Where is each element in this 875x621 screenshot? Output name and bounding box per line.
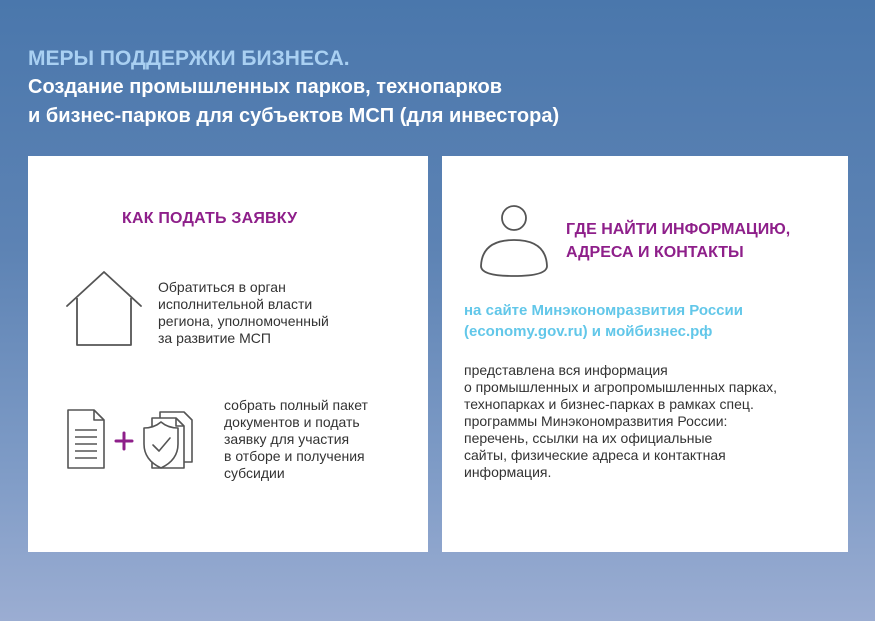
ministry-website-link[interactable] bbox=[464, 300, 839, 342]
description-line: о промышленных и агропромышленных парках, bbox=[464, 379, 777, 395]
page-header bbox=[28, 44, 848, 131]
step-2-line: собрать полный пакет bbox=[224, 397, 368, 413]
how-to-apply-card bbox=[28, 156, 428, 552]
info-description bbox=[464, 362, 842, 481]
description-line: сайты, физические адреса и контактная bbox=[464, 447, 726, 463]
where-to-find-heading bbox=[566, 218, 836, 264]
how-to-apply-heading: КАК ПОДАТЬ ЗАЯВКУ bbox=[122, 210, 298, 227]
step-2-line: в отборе и получения bbox=[224, 448, 365, 464]
step-1-line: исполнительной власти bbox=[158, 296, 313, 312]
link-line: на сайте Минэкономразвития России bbox=[464, 302, 743, 319]
house-icon bbox=[64, 268, 144, 350]
step-2-line: субсидии bbox=[224, 465, 285, 481]
document-icon bbox=[68, 410, 104, 468]
link-line: (economy.gov.ru) и мойбизнес.рф bbox=[464, 323, 713, 340]
plus-icon bbox=[116, 433, 132, 449]
where-to-find-info-card bbox=[442, 156, 848, 552]
description-line: перечень, ссылки на их официальные bbox=[464, 430, 713, 446]
header-subtitle-line-1: Создание промышленных парков, технопарков bbox=[28, 76, 503, 98]
description-line: программы Минэкономразвития России: bbox=[464, 413, 728, 429]
step-2-line: документов и подать bbox=[224, 414, 360, 430]
description-line: информация. bbox=[464, 464, 552, 480]
step-1-line: за развитие МСП bbox=[158, 330, 271, 346]
step-1-line: региона, уполномоченный bbox=[158, 313, 329, 329]
step-1-text bbox=[158, 279, 388, 347]
header-kicker: МЕРЫ ПОДДЕРЖКИ БИЗНЕСА. bbox=[28, 47, 350, 70]
documents-plus-shield-check-icon bbox=[66, 408, 216, 472]
heading-line: АДРЕСА И КОНТАКТЫ bbox=[566, 244, 744, 261]
step-1-line: Обратиться в орган bbox=[158, 279, 286, 295]
person-icon bbox=[476, 200, 556, 282]
step-2-line: заявку для участия bbox=[224, 431, 350, 447]
step-2-text bbox=[224, 397, 414, 482]
heading-line: ГДЕ НАЙТИ ИНФОРМАЦИЮ, bbox=[566, 221, 791, 238]
documents-shield-icon bbox=[144, 412, 192, 468]
description-line: технопарках и бизнес-парках в рамках спец. bbox=[464, 396, 754, 412]
header-subtitle-line-2: и бизнес-парков для субъектов МСП (для инвестора) bbox=[28, 105, 560, 127]
description-line: представлена вся информация bbox=[464, 362, 668, 378]
